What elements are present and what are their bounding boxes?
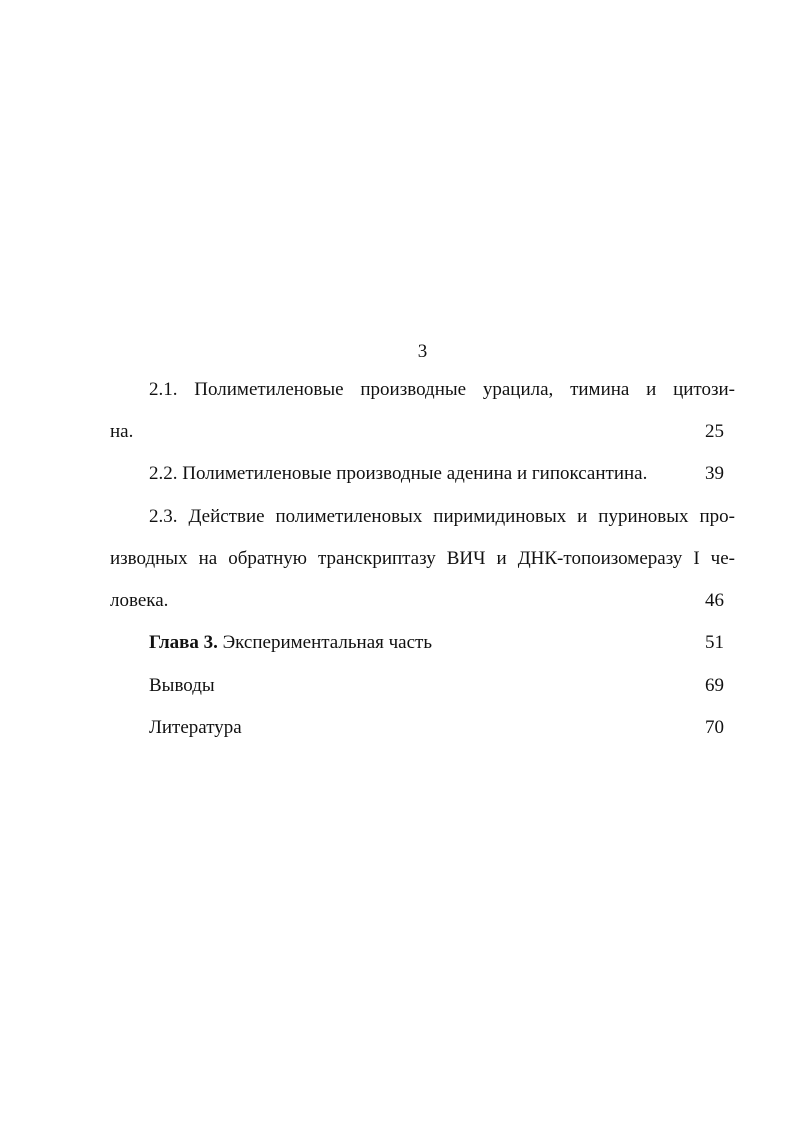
toc-chapter-3-title: Экспериментальная часть — [217, 632, 433, 653]
toc-item-2-1-line-1: 2.1. Полиметиленовые производные урацила, тимина и цитози- — [149, 379, 735, 400]
toc-item-2-1-line-2: на. — [110, 421, 134, 442]
toc-conclusions-page: 69 — [705, 675, 724, 696]
toc-chapter-3-label: Глава 3. — [149, 632, 218, 653]
toc-item-2-3-line-3: ловека. — [110, 590, 169, 611]
toc-item-2-2-text: 2.2. Полиметиленовые производные аденина и гипоксантина. — [149, 463, 648, 484]
toc-item-2-1-page: 25 — [705, 421, 724, 442]
toc-item-2-2-page: 39 — [705, 463, 724, 484]
toc-item-2-3-line-1: 2.3. Действие полиметиленовых пиримидиновых и пуриновых про- — [149, 506, 735, 527]
toc-references-page: 70 — [705, 717, 724, 738]
toc-item-2-3-line-2: изводных на обратную транскриптазу ВИЧ и ДНК-топоизомеразу I че- — [110, 548, 735, 569]
toc-chapter-3-page: 51 — [705, 632, 724, 653]
toc-references: Литература — [149, 717, 242, 738]
toc-item-2-3-page: 46 — [705, 590, 724, 611]
toc-conclusions: Выводы — [149, 675, 215, 696]
page-number: 3 — [417, 341, 428, 362]
toc-chapter-3 — [149, 632, 432, 654]
